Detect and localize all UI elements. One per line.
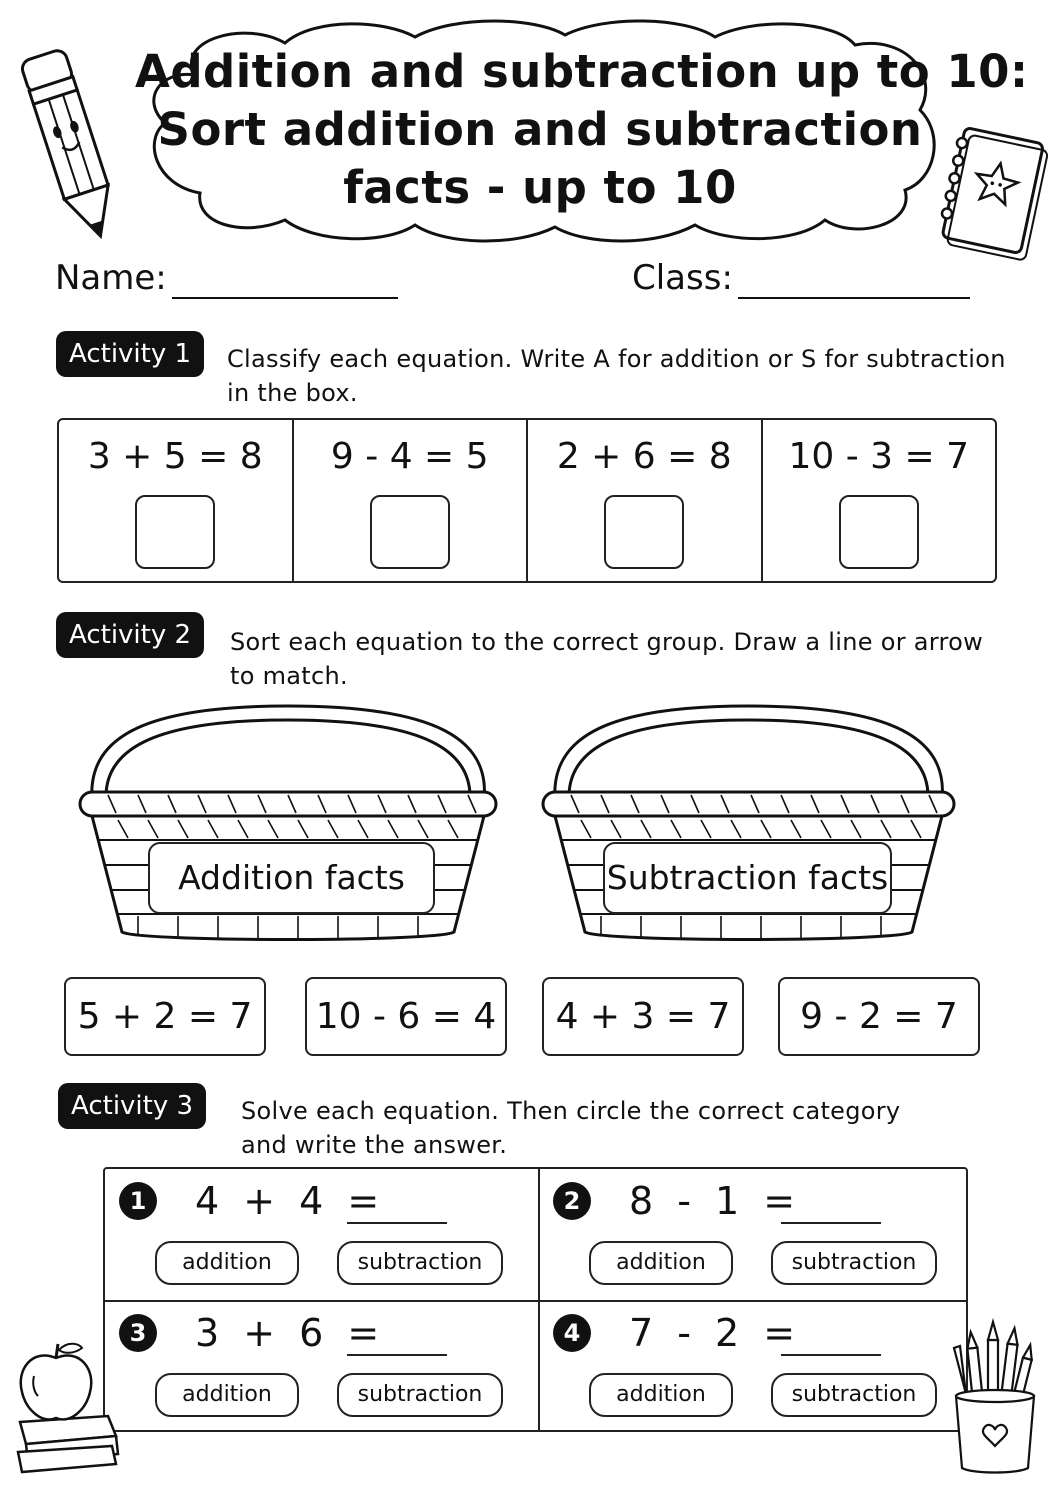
title-line-3: facts - up to 10 [343,161,737,214]
activity-3-instruction-line-1: Solve each equation. Then circle the correct category [241,1097,901,1125]
problem-equation: 4 + 4 = [195,1179,386,1223]
class-label: Class: [632,258,733,298]
problem-cell-1 [105,1169,537,1300]
activity-2-instruction [230,625,1030,693]
problem-number: 3 [119,1314,157,1352]
activity-3-grid [103,1167,968,1432]
addition-option[interactable]: addition [155,1373,299,1417]
classify-equation: 3 + 5 = 8 [87,436,263,477]
addition-basket[interactable] [78,700,498,950]
problem-cell-4 [539,1301,971,1432]
activity-3-instruction [241,1094,1001,1162]
classify-equation: 2 + 6 = 8 [556,436,732,477]
answer-box[interactable] [604,495,684,569]
subtraction-basket-label: Subtraction facts [603,842,892,914]
problem-number: 2 [553,1182,591,1220]
problem-number: 4 [553,1314,591,1352]
classify-cell [763,420,996,581]
subtraction-option[interactable]: subtraction [771,1373,937,1417]
answer-blank[interactable] [347,1222,447,1224]
sort-card[interactable]: 4 + 3 = 7 [542,977,744,1056]
answer-box[interactable] [135,495,215,569]
addition-option[interactable]: addition [589,1241,733,1285]
activity-1-badge: Activity 1 [56,331,204,377]
problem-equation: 3 + 6 = [195,1311,386,1355]
subtraction-option[interactable]: subtraction [337,1373,503,1417]
sort-card[interactable]: 10 - 6 = 4 [305,977,507,1056]
problem-equation: 8 - 1 = [629,1179,802,1223]
classify-equation: 10 - 3 = 7 [788,436,970,477]
classify-equation: 9 - 4 = 5 [330,436,489,477]
problem-number: 1 [119,1182,157,1220]
apple-books-icon [12,1340,124,1480]
answer-box[interactable] [839,495,919,569]
activity-1-instruction [227,342,1037,410]
notebook-icon [930,122,1050,267]
problem-cell-3 [105,1301,537,1432]
activity-3-instruction-line-2: and write the answer. [241,1131,508,1159]
activity-3-badge: Activity 3 [58,1083,206,1129]
classify-cell [59,420,294,581]
answer-blank[interactable] [781,1354,881,1356]
name-label: Name: [55,258,167,298]
name-field[interactable] [172,297,398,299]
title-line-2: Sort addition and subtraction [157,103,923,156]
classify-cell [528,420,763,581]
answer-box[interactable] [370,495,450,569]
answer-blank[interactable] [347,1354,447,1356]
classify-cell [294,420,529,581]
sort-card[interactable]: 9 - 2 = 7 [778,977,980,1056]
activity-2-instruction-line-2: to match. [230,662,348,690]
pencil-cup-icon [948,1318,1043,1478]
activity-1-instruction-line-2: in the box. [227,379,358,407]
problem-cell-2 [539,1169,971,1300]
addition-option[interactable]: addition [155,1241,299,1285]
activity-2-instruction-line-1: Sort each equation to the correct group. Draw a line or arrow [230,628,984,656]
addition-basket-label: Addition facts [148,842,435,914]
title-line-1: Addition and subtraction up to 10: [135,45,1029,98]
problem-equation: 7 - 2 = [629,1311,802,1355]
subtraction-option[interactable]: subtraction [337,1241,503,1285]
activity-2-badge: Activity 2 [56,612,204,658]
addition-option[interactable]: addition [589,1373,733,1417]
pencil-icon [18,40,128,250]
sort-card[interactable]: 5 + 2 = 7 [64,977,266,1056]
activity-1-instruction-line-1: Classify each equation. Write A for addition or S for subtraction [227,345,1006,373]
subtraction-basket[interactable] [541,700,956,950]
activity-1-grid [57,418,997,583]
answer-blank[interactable] [781,1222,881,1224]
subtraction-option[interactable]: subtraction [771,1241,937,1285]
class-field[interactable] [738,297,970,299]
